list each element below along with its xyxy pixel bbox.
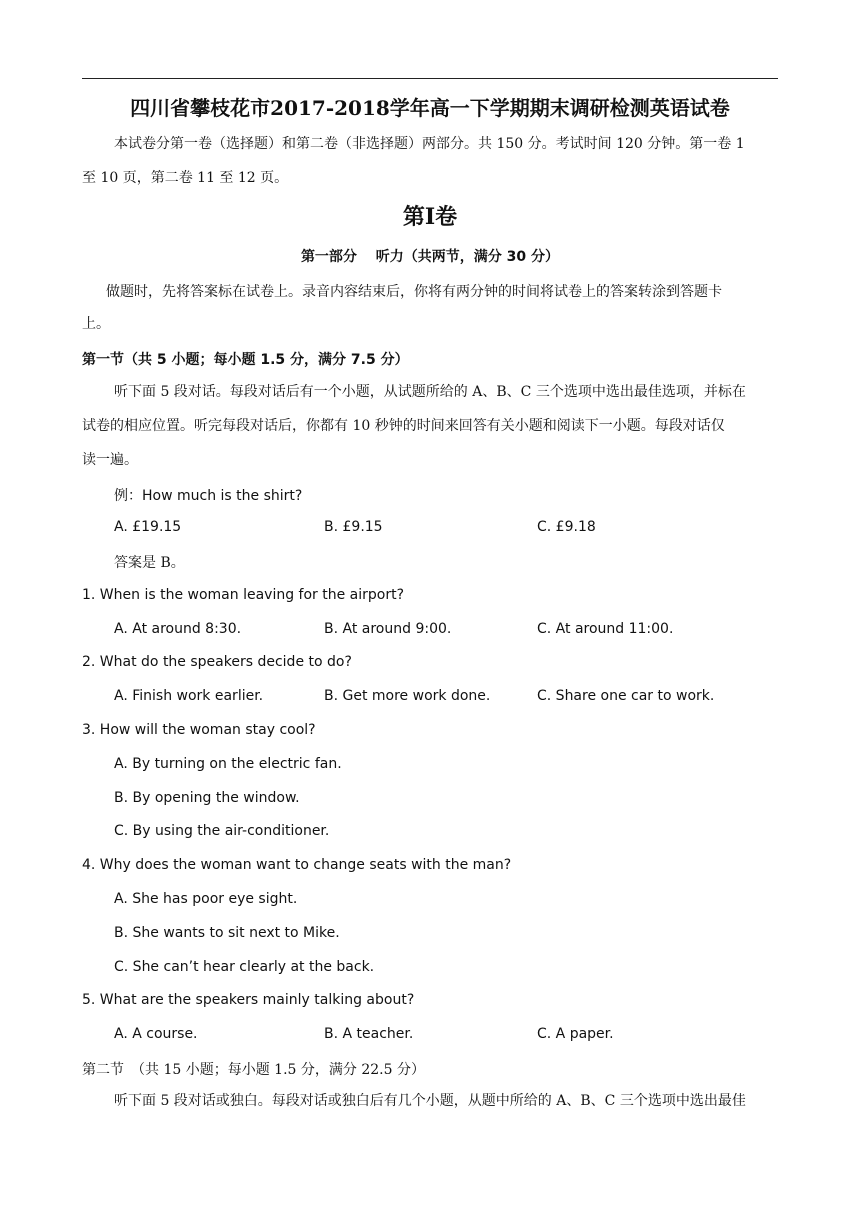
question-1: 1. When is the woman leaving for the airport? xyxy=(82,587,405,603)
question-3-option-b: B. By opening the window. xyxy=(114,790,300,806)
section-1-instruction-line-1: 听下面 5 段对话。每段对话后有一个小题，从试题所给的 A、B、C 三个选项中选出最佳选项，并标在 xyxy=(114,384,746,400)
question-2-option-a: A. Finish work earlier. xyxy=(114,688,264,704)
part-instruction-line-2: 上。 xyxy=(82,316,110,332)
example-option-c: C. £9.18 xyxy=(537,519,596,535)
question-4: 4. Why does the woman want to change seats with the man? xyxy=(82,857,512,873)
question-3-option-a: A. By turning on the electric fan. xyxy=(114,756,342,772)
example-option-b: B. £9.15 xyxy=(324,519,383,535)
question-5: 5. What are the speakers mainly talking about? xyxy=(82,992,415,1008)
volume-title: 第Ⅰ卷 xyxy=(402,204,458,230)
top-rule xyxy=(82,78,778,79)
section-1-title: 第一节（共 5 小题；每小题 1.5 分，满分 7.5 分） xyxy=(82,352,409,368)
question-2: 2. What do the speakers decide to do? xyxy=(82,654,352,670)
example-answer: 答案是 B。 xyxy=(114,555,185,571)
intro-line-1: 本试卷分第一卷（选择题）和第二卷（非选择题）两部分。共 150 分。考试时间 120 分钟。第一卷 1 xyxy=(114,136,745,152)
example-option-a: A. £19.15 xyxy=(114,519,182,535)
question-1-option-a: A. At around 8:30. xyxy=(114,621,242,637)
intro-line-2: 至 10 页，第二卷 11 至 12 页。 xyxy=(82,170,289,186)
question-3: 3. How will the woman stay cool? xyxy=(82,722,316,738)
question-2-option-c: C. Share one car to work. xyxy=(537,688,715,704)
question-4-option-a: A. She has poor eye sight. xyxy=(114,891,298,907)
question-1-option-c: C. At around 11:00. xyxy=(537,621,674,637)
question-5-option-c: C. A paper. xyxy=(537,1026,614,1042)
exam-title: 四川省攀枝花市2017-2018学年高一下学期期末调研检测英语试卷 xyxy=(130,96,730,120)
question-1-option-b: B. At around 9:00. xyxy=(324,621,452,637)
part-title: 第一部分 听力（共两节，满分 30 分） xyxy=(300,249,560,265)
question-5-option-b: B. A teacher. xyxy=(324,1026,414,1042)
question-4-option-b: B. She wants to sit next to Mike. xyxy=(114,925,340,941)
question-4-option-c: C. She can’t hear clearly at the back. xyxy=(114,959,375,975)
section-1-instruction-line-2: 试卷的相应位置。听完每段对话后，你都有 10 秒钟的时间来回答有关小题和阅读下一小题。每段对话仅 xyxy=(82,418,725,434)
section-2-title: 第二节 （共 15 小题；每小题 1.5 分，满分 22.5 分） xyxy=(82,1062,425,1078)
section-1-instruction-line-3: 读一遍。 xyxy=(82,452,138,468)
question-3-option-c: C. By using the air-conditioner. xyxy=(114,823,330,839)
question-5-option-a: A. A course. xyxy=(114,1026,198,1042)
part-instruction-line-1: 做题时，先将答案标在试卷上。录音内容结束后，你将有两分钟的时间将试卷上的答案转涂到答题卡 xyxy=(106,284,722,300)
question-2-option-b: B. Get more work done. xyxy=(324,688,491,704)
example-question: 例：How much is the shirt? xyxy=(114,488,303,504)
section-2-instruction-line-1: 听下面 5 段对话或独白。每段对话或独白后有几个小题，从题中所给的 A、B、C 三个选项中选出最佳 xyxy=(114,1093,746,1109)
